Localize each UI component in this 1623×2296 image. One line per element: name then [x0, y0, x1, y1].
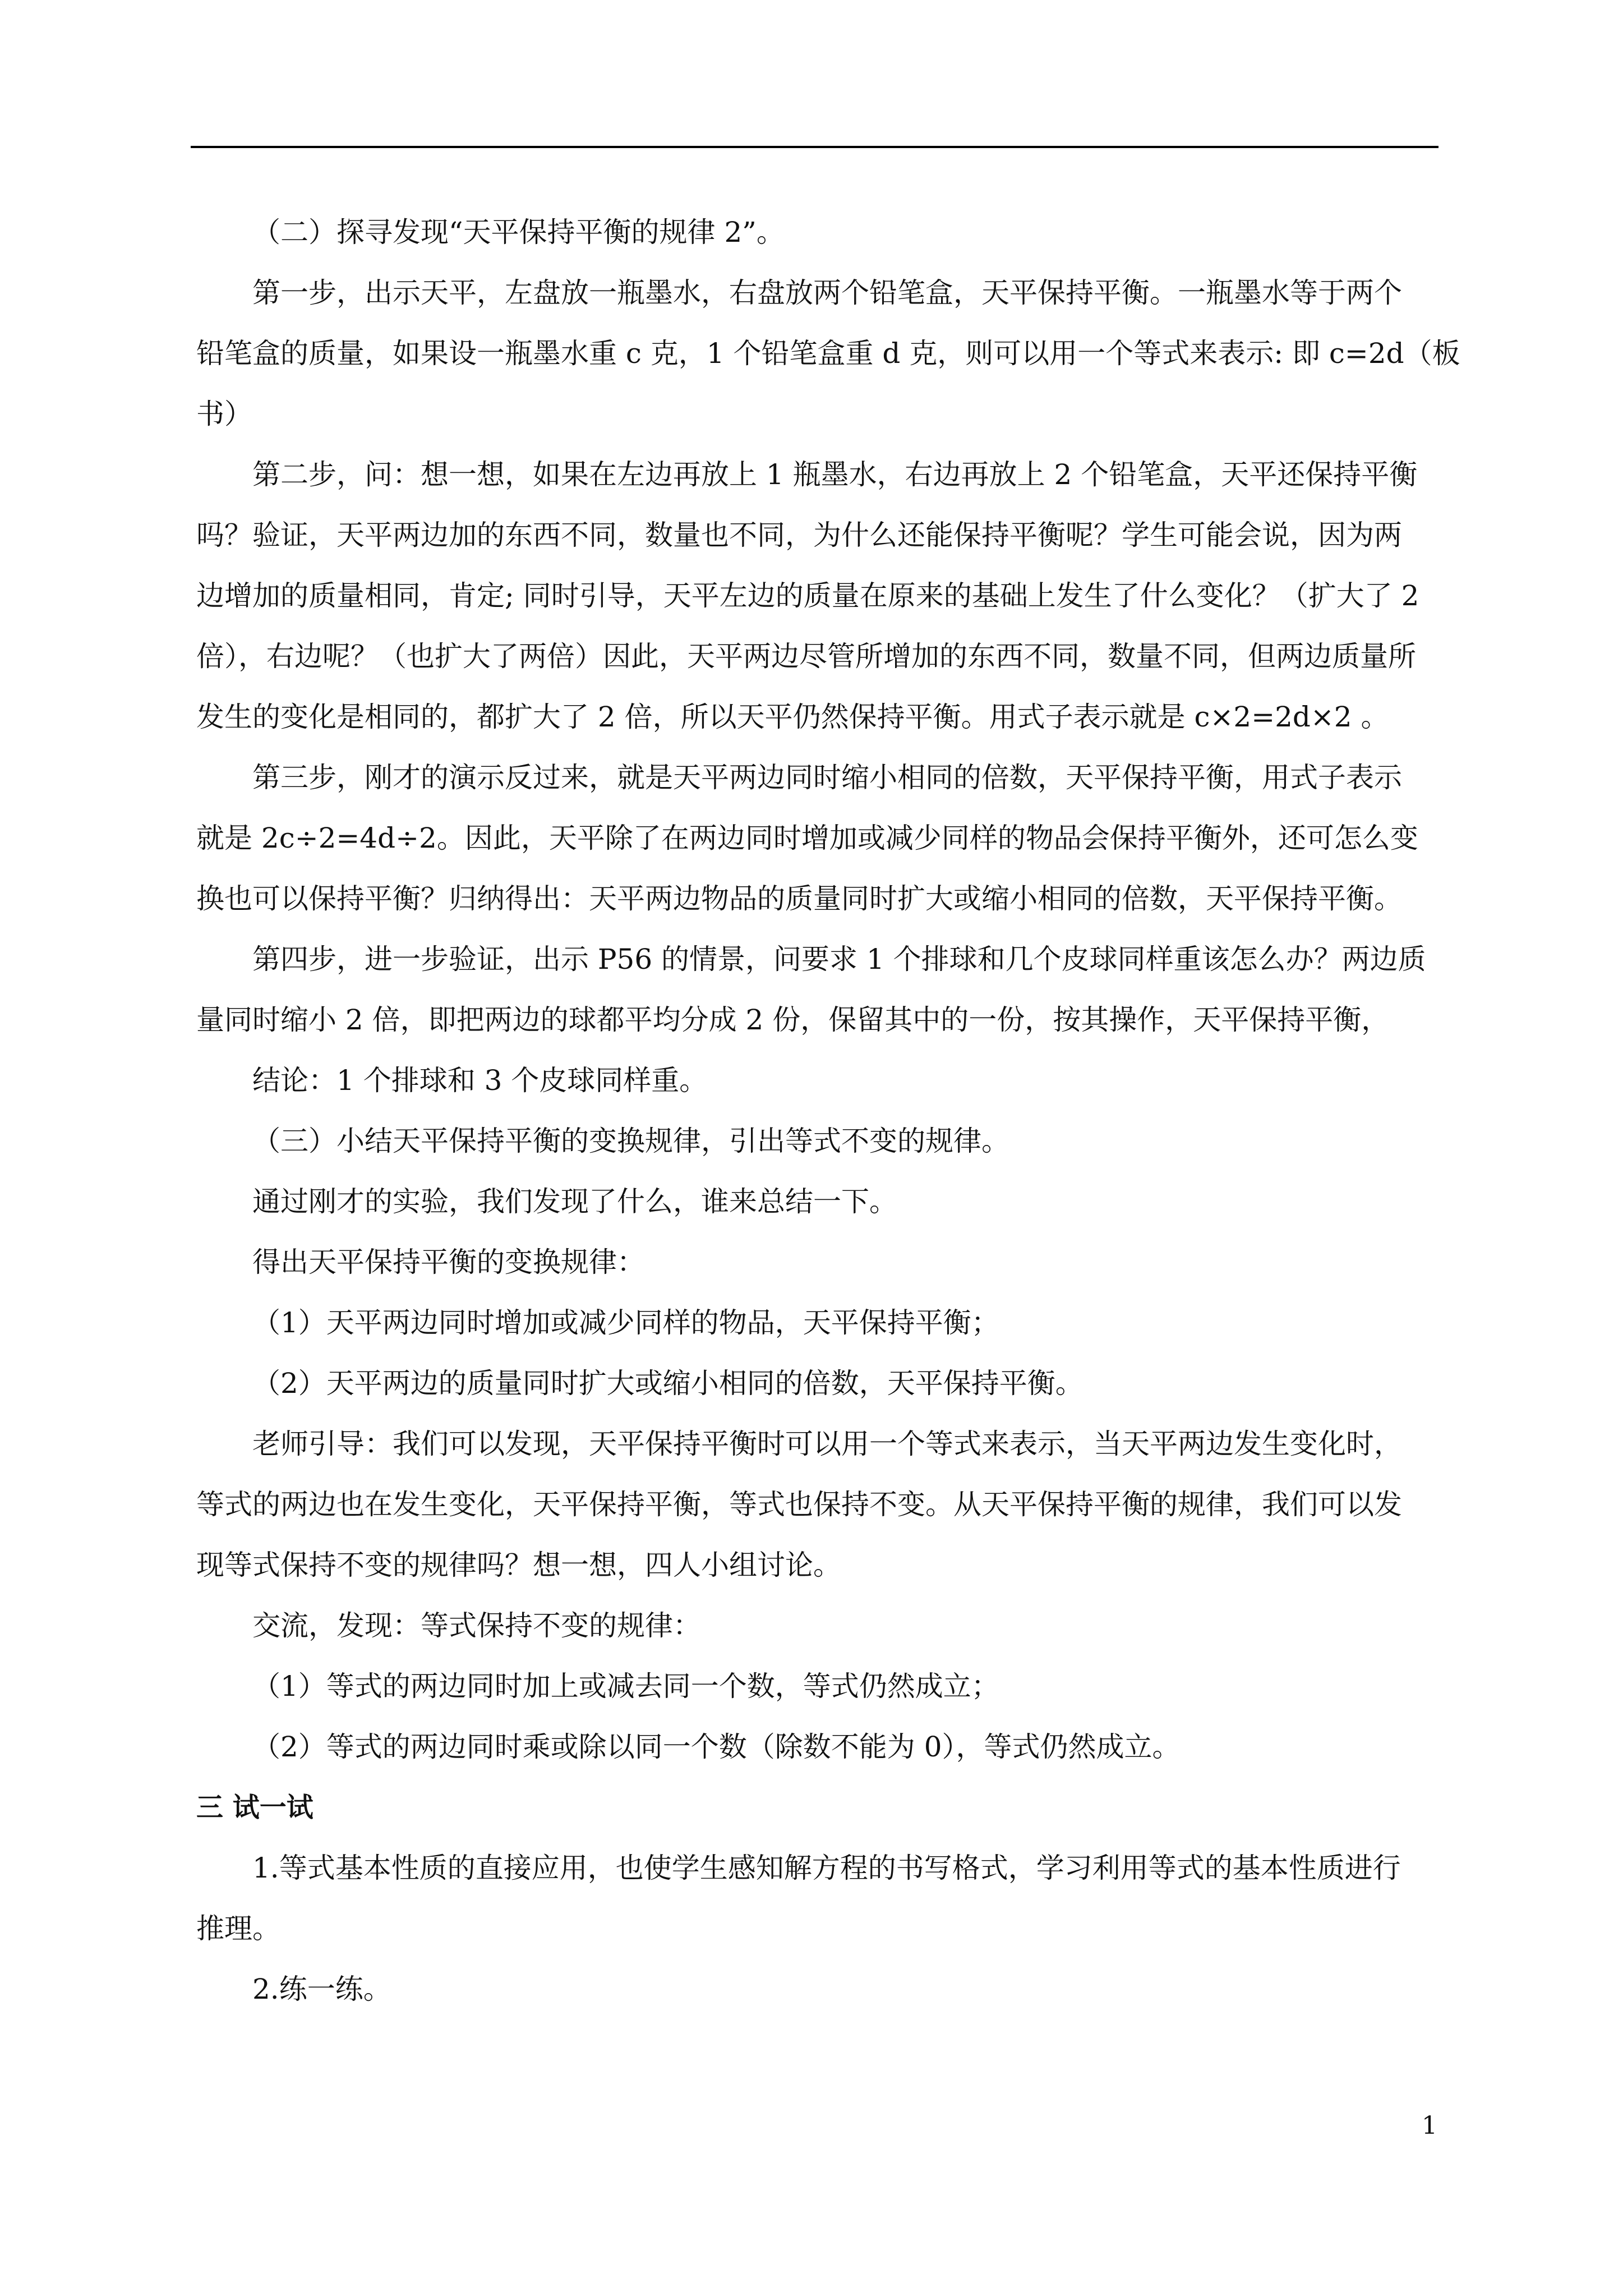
try-item-2: 2.练一练。: [252, 1973, 391, 2005]
step-two-line-5: 发生的变化是相同的，都扩大了 2 倍，所以天平仍然保持平衡。用式子表示就是 c×2=2d×2 。: [196, 701, 1389, 733]
try-item-1-line-1: 1.等式基本性质的直接应用，也使学生感知解方程的书写格式，学习利用等式的基本性质进行: [252, 1852, 1401, 1884]
conclusion-line: 结论：1 个排球和 3 个皮球同样重。: [252, 1064, 708, 1097]
equation-rule-1: （1）等式的两边同时加上或减去同一个数，等式仍然成立；: [252, 1670, 999, 1703]
teacher-guide-line-3: 现等式保持不变的规律吗？想一想，四人小组讨论。: [196, 1549, 841, 1581]
step-two-line-3: 边增加的质量相同，肯定; 同时引导，天平左边的质量在原来的基础上发生了什么变化？（扩大了 2: [196, 579, 1419, 612]
step-one-line-1: 第一步，出示天平，左盘放一瓶墨水，右盘放两个铅笔盒，天平保持平衡。一瓶墨水等于两个: [252, 277, 1402, 309]
balance-rule-intro: 得出天平保持平衡的变换规律：: [252, 1246, 645, 1278]
step-one-line-2: 铅笔盒的质量，如果设一瓶墨水重 c 克，1 个铅笔盒重 d 克，则可以用一个等式来表示: 即 c=2d（板: [196, 337, 1460, 370]
teacher-guide-line-2: 等式的两边也在发生变化，天平保持平衡，等式也保持不变。从天平保持平衡的规律，我们可以发: [196, 1488, 1402, 1521]
step-two-line-2: 吗？验证，天平两边加的东西不同，数量也不同，为什么还能保持平衡呢？学生可能会说，因为两: [196, 519, 1402, 551]
step-three-line-2: 就是 2c÷2=4d÷2。因此，天平除了在两边同时增加或减少同样的物品会保持平衡外，还可怎么变: [196, 822, 1418, 854]
balance-rule-2: （2）天平两边的质量同时扩大或缩小相同的倍数，天平保持平衡。: [252, 1367, 1083, 1400]
summary-prompt: 通过刚才的实验，我们发现了什么，谁来总结一下。: [252, 1185, 897, 1218]
step-four-line-1: 第四步，进一步验证，出示 P56 的情景，问要求 1 个排球和几个皮球同样重该怎么办？两边质: [252, 943, 1426, 976]
step-two-line-1: 第二步，问：想一想，如果在左边再放上 1 瓶墨水，右边再放上 2 个铅笔盒，天平还保持平衡: [252, 458, 1418, 491]
equation-rule-2: （2）等式的两边同时乘或除以同一个数（除数不能为 0），等式仍然成立。: [252, 1731, 1181, 1763]
page-number: 1: [1422, 2111, 1437, 2140]
header-rule: [191, 146, 1438, 148]
try-item-1-line-2: 推理。: [196, 1912, 280, 1945]
section-three-title: （三）小结天平保持平衡的变换规律，引出等式不变的规律。: [252, 1125, 1009, 1157]
teacher-guide-line-1: 老师引导：我们可以发现，天平保持平衡时可以用一个等式来表示，当天平两边发生变化时，: [252, 1428, 1402, 1460]
step-two-line-4: 倍），右边呢？（也扩大了两倍）因此，天平两边尽管所增加的东西不同，数量不同，但两边质量所: [196, 640, 1416, 673]
step-three-line-3: 换也可以保持平衡？归纳得出：天平两边物品的质量同时扩大或缩小相同的倍数，天平保持平衡。: [196, 882, 1402, 915]
step-one-line-3: 书）: [196, 398, 252, 430]
section-heading-try: 三 试一试: [196, 1792, 313, 1823]
step-four-line-2: 量同时缩小 2 倍，即把两边的球都平均分成 2 份，保留其中的一份，按其操作，天平保持平衡，: [196, 1004, 1390, 1036]
section-two-title: （二）探寻发现“天平保持平衡的规律 2”。: [252, 216, 785, 249]
equation-rule-intro: 交流，发现：等式保持不变的规律：: [252, 1609, 701, 1642]
step-three-line-1: 第三步，刚才的演示反过来，就是天平两边同时缩小相同的倍数，天平保持平衡，用式子表示: [252, 761, 1402, 794]
document-body: [196, 202, 1460, 2019]
balance-rule-1: （1）天平两边同时增加或减少同样的物品，天平保持平衡；: [252, 1306, 999, 1339]
